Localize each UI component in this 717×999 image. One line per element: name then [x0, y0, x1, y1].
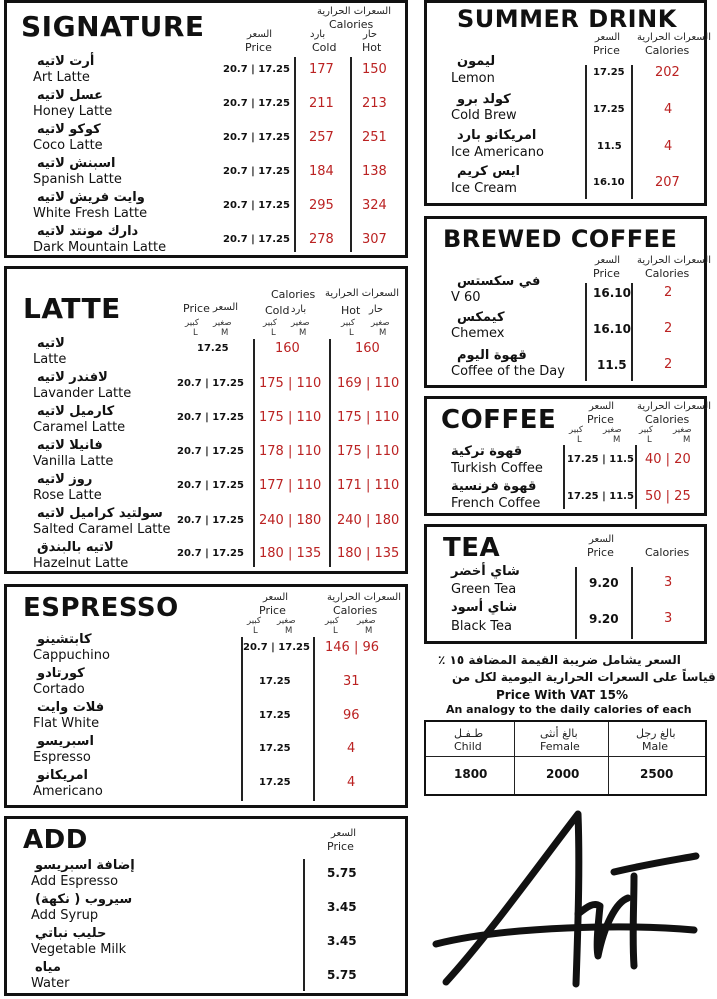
list-item-ar: كورتادو [37, 666, 85, 681]
divider [575, 567, 577, 639]
child-label-ar: طـفـل [454, 727, 484, 740]
calories-header: Calories [271, 288, 316, 301]
price-value: 20.7 | 17.25 [223, 234, 290, 245]
brewed-coffee-title: BREWED COFFEE [443, 225, 678, 253]
female-label: Female [540, 740, 580, 753]
price-value: 5.75 [327, 968, 357, 982]
list-item-en: Hazelnut Latte [33, 556, 129, 571]
list-item-ar: قهوة تركية [451, 444, 523, 459]
vat-note: Price With VAT 15% [496, 688, 628, 702]
price-value: 5.75 [327, 866, 357, 880]
price-header-ar: السعر [595, 32, 621, 43]
large-label-ar: كبير [325, 616, 339, 626]
price-header-ar: السعر [247, 29, 273, 40]
price-value: 9.20 [589, 576, 619, 590]
price-header: Price [259, 604, 286, 617]
cold-calories: 175 | 110 [259, 410, 322, 425]
medium-label-ar: صغير [603, 425, 622, 435]
cold-calories: 175 | 110 [259, 376, 322, 391]
price-header: Price [327, 840, 354, 853]
price-value: 20.7 | 17.25 [177, 378, 244, 389]
male-label: Male [642, 740, 669, 753]
price-value: 3.45 [327, 934, 357, 948]
calories-header-ar: السعرات الحرارية [327, 592, 402, 603]
medium-label-ar: صغير [371, 318, 390, 328]
signature-section [4, 0, 408, 258]
price-header-ar: السعر [331, 828, 357, 839]
cold-header-ar: بارد [310, 29, 326, 40]
list-item-ar: فانيلا لاتيه [37, 438, 103, 453]
calories-value: 3 [664, 611, 673, 626]
list-item-ar: سولتيد كراميل لاتيه [37, 506, 163, 521]
price-value: 9.20 [589, 612, 619, 626]
calories-value: 96 [343, 708, 360, 723]
large-label-ar: كبير [185, 318, 199, 328]
calories-header: Calories [333, 604, 378, 617]
list-item-ar: كولد برو [457, 92, 511, 107]
list-item-ar: امريكانو بارد [457, 128, 537, 143]
list-item-en: Cortado [33, 682, 85, 697]
list-item-en: Dark Mountain Latte [33, 240, 167, 255]
hot-calories: 175 | 110 [337, 410, 400, 425]
hot-header: Hot [362, 41, 382, 54]
price-header: Price [593, 267, 620, 280]
calories-value: 4 [664, 139, 673, 154]
list-item-en: Turkish Coffee [451, 461, 543, 476]
calories-header-ar: السعرات الحرارية [637, 401, 712, 412]
price-value: 20.7 | 17.25 [177, 446, 244, 457]
list-item-en: Caramel Latte [33, 420, 126, 435]
add-title: ADD [23, 825, 88, 855]
list-item-en: Espresso [33, 750, 91, 765]
calories-header: Calories [645, 267, 690, 280]
cold-calories: 184 [309, 164, 334, 179]
price-value: 16.10 [593, 322, 631, 336]
cold-header: Cold [265, 304, 290, 317]
price-value: 11.5 [597, 141, 622, 152]
list-item-en: Black Tea [451, 619, 513, 634]
price-value: 17.25 [259, 777, 291, 788]
cold-calories: 160 [275, 341, 300, 356]
price-header: Price [245, 41, 272, 54]
hot-calories: 171 | 110 [337, 478, 400, 493]
calories-header-ar: السعرات الحرارية [325, 288, 400, 299]
price-header-ar: السعر [589, 534, 615, 545]
hot-calories: 240 | 180 [337, 513, 400, 528]
calories-value: 4 [347, 741, 356, 756]
list-item-en: Latte [33, 352, 67, 367]
list-item-en: Add Syrup [31, 908, 99, 923]
list-item-en: French Coffee [451, 496, 541, 511]
list-item-ar: كيمكس [457, 310, 505, 325]
hot-calories: 169 | 110 [337, 376, 400, 391]
calories-header: Calories [645, 546, 690, 559]
hot-header: Hot [341, 304, 361, 317]
cold-calories: 240 | 180 [259, 513, 322, 528]
calories-header-ar: السعرات الحرارية [317, 6, 392, 17]
tea-section [424, 524, 707, 644]
medium-label-ar: صغير [291, 318, 310, 328]
list-item-en: V 60 [451, 290, 481, 305]
list-item-ar: دارك مونتد لاتيه [37, 224, 139, 239]
calories-value: 207 [655, 175, 680, 190]
large-label-ar: كبير [263, 318, 277, 328]
male-calories: 2500 [640, 767, 674, 781]
hot-calories: 160 [355, 341, 380, 356]
hot-header-ar: حار [369, 304, 384, 315]
price-value: 20.7 | 17.25 [177, 480, 244, 491]
divider [585, 283, 587, 381]
price-value: 17.25 | 11.5 [567, 454, 634, 465]
price-header-ar: السعر [213, 302, 239, 313]
list-item-ar: روز لاتيه [37, 472, 93, 487]
price-header: Price [183, 302, 210, 315]
list-item-ar: لافندر لاتيه [37, 370, 108, 385]
list-item-en: Ice Cream [451, 181, 517, 196]
hot-calories: 180 | 135 [337, 546, 400, 561]
signature-title: SIGNATURE [21, 10, 205, 43]
calories-value: 3 [664, 575, 673, 590]
list-item-ar: كوكو لاتيه [37, 122, 101, 137]
list-item-ar: امريكانو [37, 768, 88, 783]
list-item-en: Lemon [451, 71, 495, 86]
list-item-en: Art Latte [33, 70, 90, 85]
divider [631, 65, 633, 199]
calories-value: 4 [664, 102, 673, 117]
medium-label: M [285, 626, 293, 636]
price-value: 16.10 [593, 177, 625, 188]
calories-value: 2 [664, 357, 673, 372]
price-header: Price [587, 546, 614, 559]
list-item-ar: حليب نباتي [35, 926, 107, 941]
list-item-en: Green Tea [451, 582, 517, 597]
hot-calories: 307 [362, 232, 387, 247]
list-item-ar: عسل لاتيه [37, 88, 103, 103]
list-item-en: Salted Caramel Latte [33, 522, 171, 537]
list-item-en: Rose Latte [33, 488, 102, 503]
calories-header-ar: السعرات الحرارية [637, 255, 712, 266]
art-logo [428, 806, 713, 996]
divider [585, 65, 587, 199]
list-item-ar: وايت فريش لاتيه [37, 190, 145, 205]
price-value: 20.7 | 17.25 [177, 515, 244, 526]
cold-calories: 278 [309, 232, 334, 247]
hot-calories: 324 [362, 198, 387, 213]
large-label: L [271, 328, 276, 338]
latte-title: LATTE [23, 292, 121, 325]
list-item-ar: شاي أسود [451, 600, 518, 615]
large-label: L [193, 328, 198, 338]
price-value: 20.7 | 17.25 [243, 642, 310, 653]
price-value: 16.10 [593, 286, 631, 300]
large-label-ar: كبير [341, 318, 355, 328]
medium-label-ar: صغير [277, 616, 296, 626]
large-label-ar: كبير [569, 425, 583, 435]
medium-label: M [613, 435, 621, 445]
large-label-ar: كبير [247, 616, 261, 626]
list-item-ar: أرت لاتيه [37, 54, 95, 69]
price-value: 20.7 | 17.25 [177, 412, 244, 423]
price-header: Price [593, 44, 620, 57]
calories-header-ar: السعرات الحرارية [637, 32, 712, 43]
list-item-en: Vegetable Milk [31, 942, 127, 957]
list-item-en: Cappuchino [33, 648, 110, 663]
list-item-ar: ايس كريم [457, 164, 520, 179]
list-item-ar: إضافة اسبريسو [35, 858, 135, 873]
list-item-en: Lavander Latte [33, 386, 132, 401]
divider [631, 283, 633, 381]
cold-header-ar: بارد [291, 304, 307, 315]
list-item-ar: لاتيه [37, 336, 65, 351]
large-label: L [349, 328, 354, 338]
latte-section [4, 266, 408, 574]
list-item-ar: سيروب ( نكهة) [35, 892, 133, 907]
list-item-en: Flat White [33, 716, 100, 731]
divider [635, 445, 637, 509]
large-label-ar: كبير [639, 425, 653, 435]
add-section [4, 816, 408, 996]
calories-value: 2 [664, 285, 673, 300]
hot-calories: 150 [362, 62, 387, 77]
list-item-en: Americano [33, 784, 103, 799]
price-header: Price [587, 413, 614, 426]
hot-calories: 213 [362, 96, 387, 111]
coffee-title: COFFEE [441, 405, 557, 435]
list-item-en: Cold Brew [451, 108, 517, 123]
divider [253, 339, 255, 567]
male-label-ar: بالغ رجل [636, 727, 676, 740]
list-item-en: White Fresh Latte [33, 206, 148, 221]
list-item-ar: قهوة فرنسية [451, 479, 537, 494]
cold-calories: 178 | 110 [259, 444, 322, 459]
price-value: 11.5 [597, 358, 627, 372]
cold-calories: 180 | 135 [259, 546, 322, 561]
medium-label: M [365, 626, 373, 636]
price-value: 17.25 | 11.5 [567, 491, 634, 502]
cold-header: Cold [312, 41, 337, 54]
cold-calories: 177 [309, 62, 334, 77]
child-label: Child [454, 740, 482, 753]
medium-label: M [299, 328, 307, 338]
price-value: 17.25 [197, 343, 229, 354]
divider [313, 637, 315, 801]
divider [608, 722, 609, 794]
calories-value: 31 [343, 674, 360, 689]
price-header-ar: السعر [263, 592, 289, 603]
list-item-en: Water [31, 976, 70, 991]
price-header-ar: السعر [595, 255, 621, 266]
divider [241, 637, 243, 801]
price-value: 17.25 [259, 710, 291, 721]
list-item-en: Coffee of the Day [451, 364, 565, 379]
calories-header: Calories [645, 413, 690, 426]
cold-calories: 257 [309, 130, 334, 145]
price-value: 17.25 [259, 743, 291, 754]
price-value: 17.25 [593, 67, 625, 78]
cold-calories: 177 | 110 [259, 478, 322, 493]
divider [329, 339, 331, 567]
medium-label: M [683, 435, 691, 445]
calories-value: 202 [655, 65, 680, 80]
price-value: 3.45 [327, 900, 357, 914]
calories-value: 4 [347, 775, 356, 790]
vat-note-ar: السعر يشامل ضريبة القيمة المضافة ١٥ ٪ [438, 653, 681, 667]
female-label-ar: بالغ أنثى [540, 727, 578, 740]
divider [294, 57, 296, 252]
divider [514, 722, 515, 794]
list-item-ar: ليمون [457, 54, 496, 69]
list-item-ar: اسبنش لاتيه [37, 156, 116, 171]
coffee-section [424, 396, 712, 516]
summer-drink-title: SUMMER DRINK [457, 5, 677, 33]
hot-calories: 138 [362, 164, 387, 179]
price-value: 20.7 | 17.25 [223, 64, 290, 75]
price-value: 17.25 [593, 104, 625, 115]
brewed-coffee-section [424, 216, 712, 388]
price-value: 17.25 [259, 676, 291, 687]
price-value: 20.7 | 17.25 [223, 200, 290, 211]
calories-value: 2 [664, 321, 673, 336]
daily-calories-table [424, 720, 707, 796]
list-item-ar: كارميل لاتيه [37, 404, 115, 419]
calories-value: 146 | 96 [325, 640, 379, 655]
list-item-ar: مياه [35, 960, 61, 975]
espresso-section [4, 584, 408, 808]
list-item-ar: فلات وايت [37, 700, 105, 715]
price-value: 20.7 | 17.25 [223, 166, 290, 177]
calories-value: 40 | 20 [645, 452, 691, 467]
tea-title: TEA [443, 533, 501, 563]
list-item-en: Vanilla Latte [33, 454, 114, 469]
female-calories: 2000 [546, 767, 580, 781]
medium-label-ar: صغير [213, 318, 232, 328]
cold-calories: 211 [309, 96, 334, 111]
list-item-ar: قهوة اليوم [457, 348, 527, 363]
espresso-title: ESPRESSO [23, 593, 179, 623]
large-label: L [253, 626, 258, 636]
summer-drink-section [424, 0, 712, 206]
cold-calories: 295 [309, 198, 334, 213]
list-item-ar: اسبريسو [37, 734, 94, 749]
price-value: 20.7 | 17.25 [223, 132, 290, 143]
medium-label-ar: صغير [673, 425, 692, 435]
list-item-en: Chemex [451, 326, 505, 341]
hot-header-ar: حار [363, 29, 378, 40]
list-item-ar: في سكستس [457, 274, 541, 289]
daily-analogy: An analogy to the daily calories of each [446, 703, 692, 716]
hot-calories: 251 [362, 130, 387, 145]
list-item-en: Add Espresso [31, 874, 119, 889]
calories-value: 50 | 25 [645, 489, 691, 504]
large-label: L [647, 435, 652, 445]
list-item-en: Honey Latte [33, 104, 113, 119]
hot-calories: 175 | 110 [337, 444, 400, 459]
list-item-en: Spanish Latte [33, 172, 122, 187]
calories-header: Calories [329, 18, 374, 31]
list-item-en: Ice Americano [451, 145, 544, 160]
child-calories: 1800 [454, 767, 488, 781]
divider [303, 859, 305, 991]
medium-label: M [379, 328, 387, 338]
calories-header: Calories [645, 44, 690, 57]
large-label: L [333, 626, 338, 636]
price-value: 20.7 | 17.25 [223, 98, 290, 109]
divider [350, 57, 352, 252]
divider [563, 445, 565, 509]
list-item-ar: لاتيه بالبندق [37, 540, 114, 555]
list-item-en: Coco Latte [33, 138, 103, 153]
medium-label-ar: صغير [357, 616, 376, 626]
price-header-ar: السعر [589, 401, 615, 412]
list-item-ar: كابتشينو [37, 632, 92, 647]
divider [631, 567, 633, 639]
list-item-ar: شاي أخضر [451, 564, 520, 579]
divider [426, 756, 705, 757]
medium-label: M [221, 328, 229, 338]
daily-analogy-ar: قياساً على السعرات الحرارية اليومية لكل من [452, 670, 716, 684]
large-label: L [577, 435, 582, 445]
price-value: 20.7 | 17.25 [177, 548, 244, 559]
